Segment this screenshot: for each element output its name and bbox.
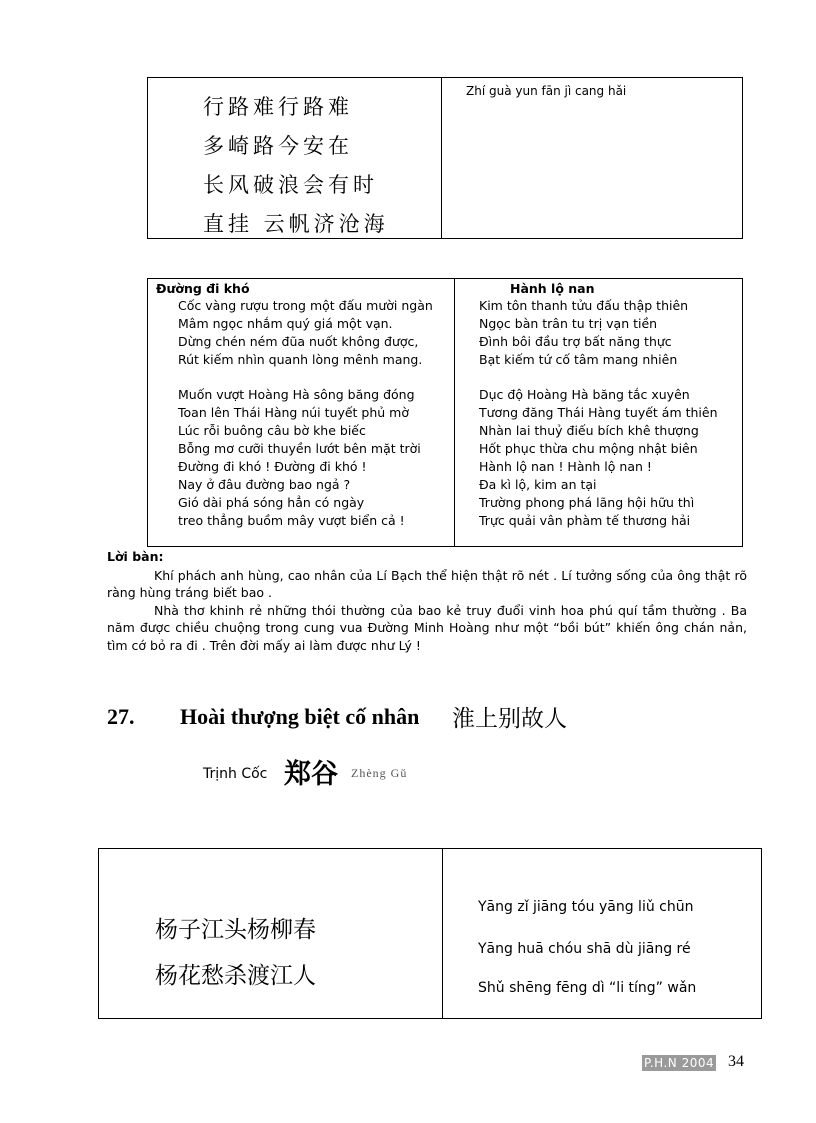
verse-line: Kim tôn thanh tửu đấu thập thiên [479,298,689,313]
vietnamese-title: Đường đi khó [156,281,250,296]
verse-line: Hành lộ nan ! Hành lộ nan ! [479,459,652,475]
verse-line: Đình bôi đầu trợ bất năng thực [479,333,672,349]
verse-line: Nay ở đâu đường bao ngả ? [178,476,351,492]
section-title-hanzi: 淮上别故人 [452,706,567,732]
verse-line: Bạt kiếm tứ cố tâm mang nhiên [479,351,678,367]
verse-line: Nhàn lai thuỷ điếu bích khê thượng [479,423,699,439]
column-divider [454,279,455,546]
hanzi-line: 多崎路今安在 [203,134,353,158]
stanza-gap [479,369,718,387]
verse-line: Lúc rỗi buông câu bờ khe biếc [178,423,366,439]
verse-line: Cốc vàng rượu trong một đấu mười ngàn [178,298,433,313]
poem-table [98,848,762,1019]
publisher-badge: P.H.N 2004 [644,1056,715,1070]
verse-line: treo thẳng buồm mây vượt biển cả ! [178,512,405,528]
verse-line: Bỗng mơ cưỡi thuyền lướt bên mặt trời [178,441,421,457]
hanzi-column [203,88,389,244]
vietnamese-translation [178,297,433,530]
hanzi-line: 长风破浪会有时 [203,173,378,197]
verse-line: Toan lên Thái Hàng núi tuyết phủ mờ [178,405,409,421]
comment-paragraph: Nhà thơ khinh rẻ những thói thường của bao kẻ truy đuổi vinh hoa phú quí tầm thường . Ba năm được chiều chuộng trong cung vua Đường Minh Hoàng như một “bồi bút” khiến ông chán nản, tìm cớ bỏ ra đi . Trên đời mấy ai làm được như Lý ! [107,602,747,653]
verse-line: Rút kiếm nhìn quanh lòng mênh mang. [178,351,423,367]
han-viet-title: Hành lộ nan [510,281,595,296]
verse-line: Đường đi khó ! Đường đi khó ! [178,459,367,475]
pinyin-line: Yāng zǐ jiāng tóu yāng liǔ chūn [478,899,694,915]
hanzi-line: 杨子江头杨柳春 [155,917,316,943]
hanzi-line: 行路难行路难 [203,95,353,119]
verse-line: Trực quải vân phàm tế thương hải [479,512,691,528]
verse-line: Dục độ Hoàng Hà băng tắc xuyên [479,387,690,403]
comment-body [107,567,747,654]
pinyin-line: Zhí guà yun fān jì cang hǎi [466,84,627,98]
stanza-gap [178,369,433,387]
hanzi-line: 杨花愁杀渡江人 [155,963,316,989]
verse-line: Đa kì lộ, kim an tại [479,476,597,492]
verse-line: Trường phong phá lãng hội hữu thì [479,494,695,510]
verse-line: Muốn vượt Hoàng Hà sông băng đóng [178,387,415,403]
verse-line: Tương đăng Thái Hàng tuyết ám thiên [479,405,718,421]
han-viet-reading [479,297,718,530]
author-name: Trịnh Cốc [203,766,268,782]
section-title: Hoài thượng biệt cố nhân [180,704,420,729]
comment-title: Lời bàn: [107,549,164,564]
comment-paragraph: Khí phách anh hùng, cao nhân của Lí Bạch thể hiện thật rõ nét . Lí tưởng sống của ông thật rõ ràng hùng tráng biết bao . [107,568,747,601]
hanzi-line: 直挂 云帆济沧海 [203,212,389,236]
section-number: 27. [107,704,135,729]
column-divider [442,849,443,1018]
author-pinyin: Zhèng Gǔ [351,766,408,780]
verse-line: Dừng chén ném đũa nuốt không được, [178,333,419,349]
author-hanzi: 郑谷 [284,759,338,790]
verse-line: Ngọc bàn trân tu trị vạn tiền [479,315,658,331]
verse-line: Mâm ngọc nhắm quý giá một vạn. [178,315,393,331]
poem-hanzi-table [147,77,743,239]
page-number: 34 [728,1053,744,1070]
column-divider [441,78,442,238]
verse-line: Hốt phục thừa chu mộng nhật biên [479,441,698,457]
pinyin-line: Yāng huā chóu shā dù jiāng ré [478,941,691,957]
verse-line: Gió dài phá sóng hẳn có ngày [178,494,365,510]
pinyin-line: Shǔ shēng fēng dì “li tíng” wǎn [478,980,697,996]
translation-table [147,278,743,547]
